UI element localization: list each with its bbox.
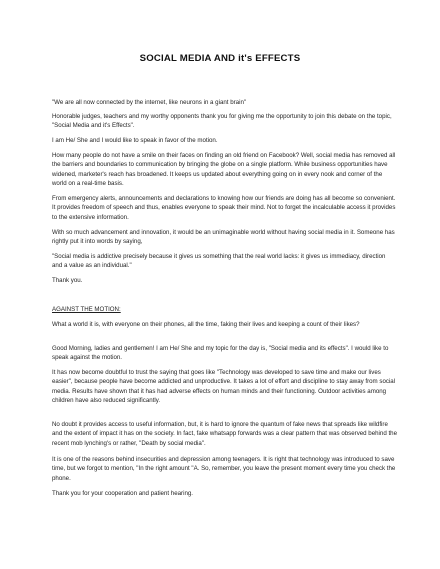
paragraph-greeting: Honorable judges, teachers and my worthy opponents thank you for giving me the opportunity to join this debate on the topic, "Social Media and it's Effects".	[52, 113, 392, 130]
paragraph-greeting-against: Good Morning, ladies and gentlemen! I am He/ She and my topic for the day is, "Social media and its effects". I would like to speak against the motion.	[52, 345, 389, 362]
opening-quote: "We are all now connected by the internet, like neurons in a giant brain"	[52, 99, 247, 106]
document-title: SOCIAL MEDIA AND it's EFFECTS	[139, 53, 301, 64]
paragraph-facebook: How many people do not have a smile on their faces on finding an old friend on Facebook? Well, social media has removed all the barriers and boundaries to communication by bringing the globe on a single platform. While business opportunities have widened, marketer's reach has broadened. It keeps us updated about everything going on in every nook and corner of the world on a real-time basis.	[52, 152, 396, 188]
paragraph-insecurities: It is one of the reasons behind insecurities and depression among teenagers. It is right that technology was introduced to save time, but we forgot to mention, "In the right amount "A. So, remember, you leave the present moment every time you check the phone.	[52, 456, 396, 482]
paragraph-thanks-against: Thank you for your cooperation and patient hearing.	[52, 490, 193, 497]
paragraph-technology: It has now become doubtful to trust the saying that goes like "Technology was developed to save time and make our lives easier", because people have become addicted and unproductive. It takes a lot of effort and discipline to stay away from social media. Results have shown that it has had adverse effects on human minds and their functioning. Outdoor activities among children have also reduced significantly.	[52, 369, 396, 405]
paragraph-alerts: From emergency alerts, announcements and declarations to knowing how our friends are doing has all become so convenient. It provides freedom of speech and thus, enables everyone to speak their mind. Not to forget the incalculable access it provides to the extensive information.	[52, 195, 396, 221]
paragraph-world: What a world it is, with everyone on their phones, all the time, faking their lives and keeping a count of their likes?	[52, 321, 360, 328]
paragraph-fake-news: No doubt it provides access to useful information, but, it is hard to ignore the quantum of fake news that spreads like wildfire and the extent of impact it has on the society. In fact, fake whatsapp forwards was a clear pattern that was observed behind the recent mob lynching's or rather, "Death by social media".	[52, 421, 397, 447]
paragraph-quote: "Social media is addictive precisely because it gives us something that the real world lacks: it gives us immediacy, direction and a value as an individual."	[52, 253, 386, 270]
paragraph-thanks-for: Thank you.	[52, 277, 83, 284]
paragraph-stance-for: I am He/ She and I would like to speak in favor of the motion.	[52, 137, 218, 144]
paragraph-innovation: With so much advancement and innovation, it would be an unimaginable world without having social media in it. Someone has rightly put it into words by saying,	[52, 229, 395, 246]
section-heading-against: AGAINST THE MOTION:	[52, 306, 121, 313]
